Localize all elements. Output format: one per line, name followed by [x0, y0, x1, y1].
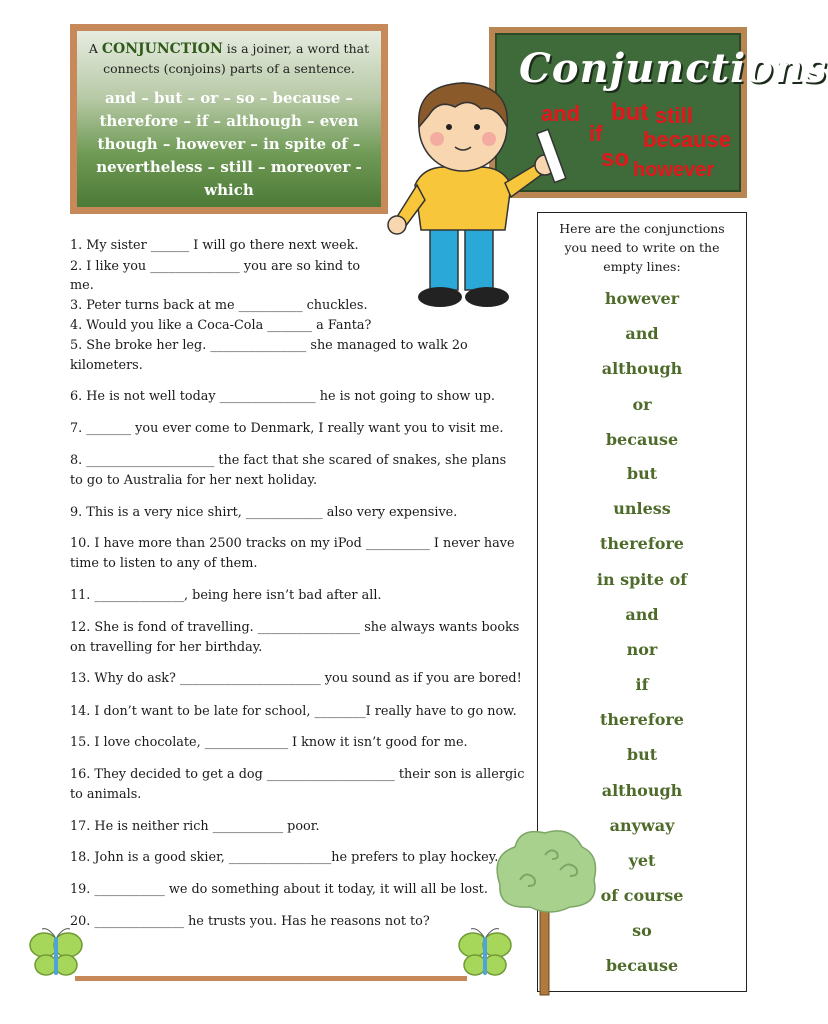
definition-panel — [77, 31, 381, 207]
bank-word: of course — [600, 886, 684, 905]
bank-word: therefore — [600, 710, 684, 729]
question-line: time to listen to any of them. — [70, 556, 258, 571]
question-line: on travelling for her birthday. — [70, 640, 263, 655]
question-line: 7. _______ you ever come to Denmark, I really want you to visit me. — [70, 421, 504, 436]
bank-word: in spite of — [596, 570, 688, 589]
question-line: 15. I love chocolate, _____________ I know it isn’t good for me. — [70, 735, 468, 750]
bank-word: or — [632, 395, 652, 414]
question-line: 11. ______________, being here isn’t bad after all. — [70, 588, 382, 603]
bank-word: because — [605, 956, 679, 975]
board-word-so: so — [601, 145, 630, 172]
question-line: 14. I don’t want to be late for school, ________I really have to go now. — [70, 704, 517, 719]
question-line: 13. Why do ask? ______________________ you sound as if you are bored! — [70, 671, 522, 686]
definition-term: CONJUNCTION — [101, 41, 223, 57]
question-line: 2. I like you ______________ you are so kind to — [70, 259, 361, 274]
question-line: 16. They decided to get a dog ____________________ their son is allergic — [70, 767, 525, 782]
bank-word: although — [601, 781, 683, 800]
question-line: 3. Peter turns back at me __________ chuckles. — [70, 298, 368, 313]
board-word-still: still — [655, 103, 693, 128]
question-line: 1. My sister ______ I will go there next week. — [70, 238, 359, 253]
bank-word: unless — [613, 499, 671, 518]
definition-text — [87, 39, 371, 79]
definition-rest: is a joiner, a word that connects (conjoins) parts of a sentence. — [103, 41, 370, 76]
board-word-if: if — [589, 121, 603, 146]
butterfly-icon — [455, 925, 515, 980]
definition-box — [70, 24, 388, 214]
bank-word: because — [605, 430, 679, 449]
question-line: 10. I have more than 2500 tracks on my iPod __________ I never have — [70, 536, 515, 551]
bank-word: and — [625, 605, 659, 624]
bank-word: therefore — [600, 534, 684, 553]
question-line: 12. She is fond of travelling. ________________ she always wants books — [70, 620, 520, 635]
question-line: 5. She broke her leg. _______________ she managed to walk 2o — [70, 338, 468, 353]
bank-word: so — [632, 921, 652, 940]
bank-word: nor — [626, 640, 658, 659]
bank-word: but — [626, 464, 658, 483]
word-bank-intro: Here are the conjunctions you need to write on the empty lines: — [559, 221, 725, 274]
conjunction-list: and – but – or – so – because – therefore – if – although – even though – however – in spite of – nevertheless – still – moreover - which — [96, 89, 362, 199]
board-word-however: however — [633, 159, 715, 181]
definition-prefix: A — [88, 41, 102, 56]
question-line: kilometers. — [70, 358, 143, 373]
question-line: 8. ____________________ the fact that she scared of snakes, she plans — [70, 453, 507, 468]
chalkboard-title: Conjunctions — [519, 45, 828, 92]
bank-word: but — [626, 745, 658, 764]
question-line: me. — [70, 278, 94, 293]
bottom-divider — [75, 976, 467, 981]
bank-word: yet — [628, 851, 656, 870]
question-line: 17. He is neither rich ___________ poor. — [70, 819, 320, 834]
question-line: to go to Australia for her next holiday. — [70, 473, 318, 488]
bank-word: anyway — [609, 816, 675, 835]
bank-word: although — [601, 359, 683, 378]
question-line: 9. This is a very nice shirt, ____________ also very expensive. — [70, 505, 458, 520]
question-line: 20. ______________ he trusts you. Has he reasons not to? — [70, 914, 430, 929]
question-line: 18. John is a good skier, ________________he prefers to play hockey. — [70, 850, 499, 865]
board-word-because: because — [643, 127, 732, 152]
bank-word: however — [604, 289, 680, 308]
board-word-and: and — [541, 101, 581, 126]
bank-word: if — [635, 675, 649, 694]
butterfly-icon — [26, 925, 86, 980]
question-line: 6. He is not well today _______________ he is not going to show up. — [70, 389, 495, 404]
bank-word: and — [625, 324, 659, 343]
question-line: 4. Would you like a Coca-Cola _______ a Fanta? — [70, 318, 372, 333]
question-line: 19. ___________ we do something about it today, it will all be lost. — [70, 882, 488, 897]
board-word-but: but — [611, 99, 649, 126]
question-line: to animals. — [70, 787, 142, 802]
